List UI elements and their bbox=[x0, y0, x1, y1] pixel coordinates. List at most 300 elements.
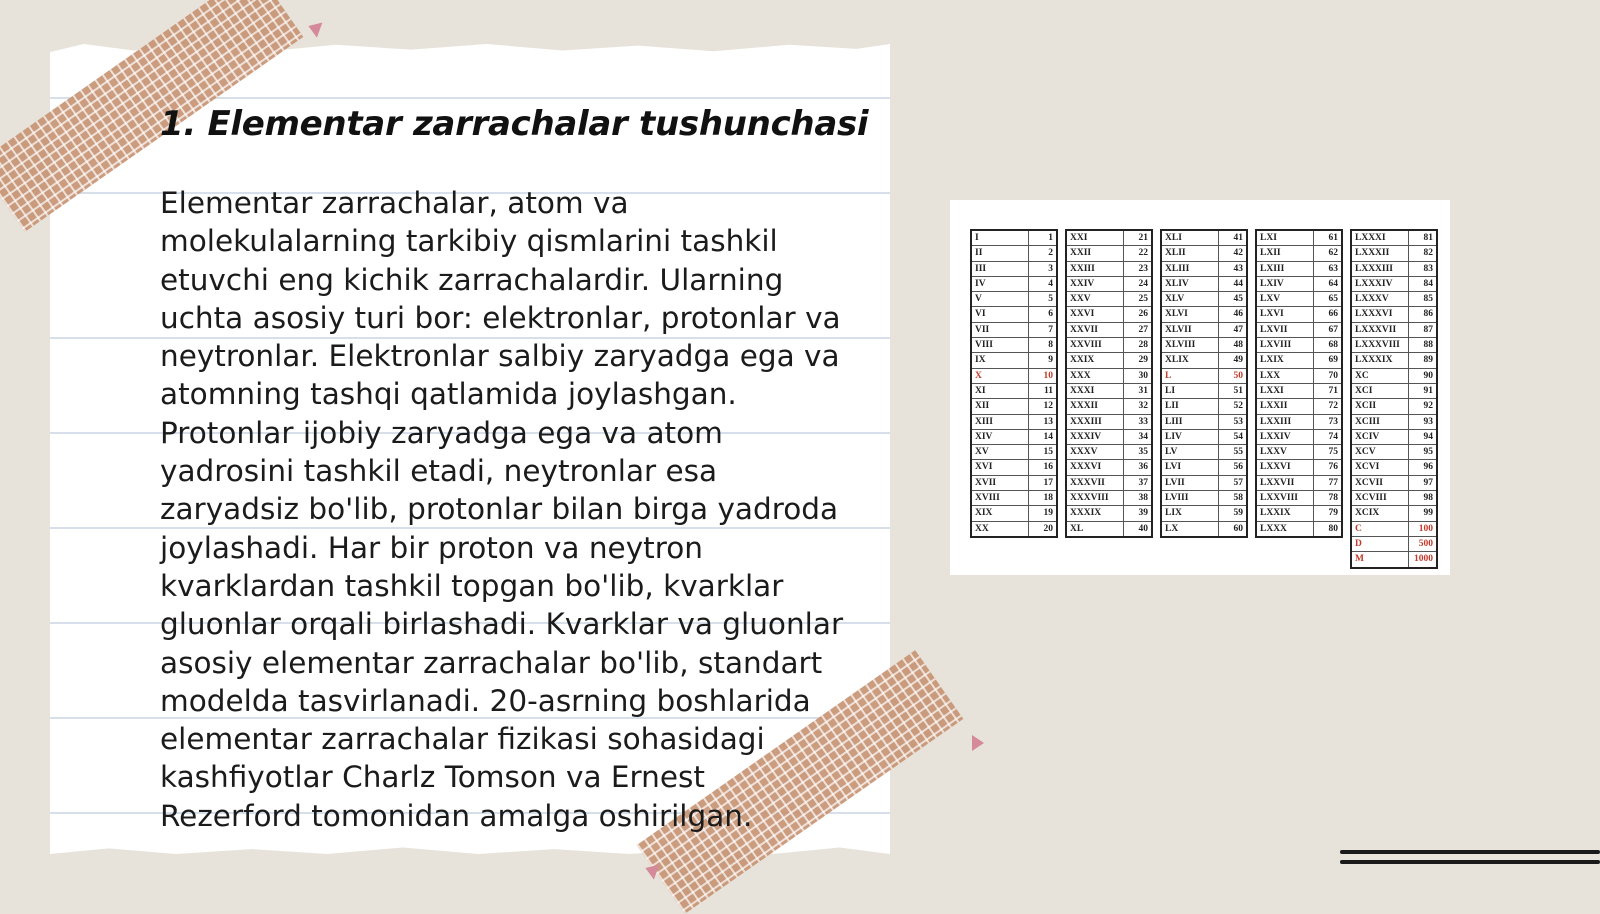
roman-numeral-cell: LXIX bbox=[1257, 353, 1314, 367]
roman-table-row bbox=[972, 506, 1056, 521]
arabic-number-cell: 37 bbox=[1138, 477, 1148, 488]
arabic-number-cell: 74 bbox=[1328, 431, 1338, 442]
roman-numeral-cell: VII bbox=[972, 323, 1029, 337]
roman-numeral-cell: XCIV bbox=[1352, 430, 1409, 444]
roman-numeral-cell: XXXVII bbox=[1067, 476, 1124, 490]
roman-table-row bbox=[1257, 353, 1341, 368]
roman-table-row bbox=[1162, 399, 1246, 414]
roman-numeral-cell: XI bbox=[972, 384, 1029, 398]
roman-numeral-cell: LXXXII bbox=[1352, 246, 1409, 260]
roman-numeral-cell: LXII bbox=[1257, 246, 1314, 260]
roman-numeral-cell: LII bbox=[1162, 399, 1219, 413]
roman-table-row bbox=[1257, 277, 1341, 292]
roman-table-row bbox=[1257, 399, 1341, 414]
roman-table-row bbox=[1257, 231, 1341, 246]
decorative-brush-stripes bbox=[1340, 850, 1600, 870]
roman-table-row bbox=[1067, 323, 1151, 338]
arabic-number-cell: 85 bbox=[1423, 294, 1433, 305]
roman-numeral-cell: XLIX bbox=[1162, 353, 1219, 367]
roman-numeral-cell: XCVIII bbox=[1352, 491, 1409, 505]
arabic-number-cell: 1000 bbox=[1414, 554, 1433, 565]
roman-table-row bbox=[972, 491, 1056, 506]
roman-numeral-cell: XXXVI bbox=[1067, 460, 1124, 474]
roman-numeral-cell: LXXIII bbox=[1257, 415, 1314, 429]
roman-table-row bbox=[1162, 506, 1246, 521]
arabic-number-cell: 98 bbox=[1423, 493, 1433, 504]
arabic-number-cell: 34 bbox=[1138, 431, 1148, 442]
roman-numeral-cell: LXXI bbox=[1257, 384, 1314, 398]
arabic-number-cell: 67 bbox=[1328, 324, 1338, 335]
roman-numeral-cell: LXXX bbox=[1257, 522, 1314, 536]
roman-table-row bbox=[972, 353, 1056, 368]
arabic-number-cell: 41 bbox=[1233, 233, 1243, 243]
arabic-number-cell: 16 bbox=[1043, 462, 1053, 473]
roman-numeral-cell: XIII bbox=[972, 415, 1029, 429]
roman-table-row bbox=[1162, 353, 1246, 368]
arabic-number-cell: 29 bbox=[1138, 355, 1148, 366]
roman-numeral-cell: LXXII bbox=[1257, 399, 1314, 413]
roman-numeral-cell: XXVIII bbox=[1067, 338, 1124, 352]
roman-table-row bbox=[1162, 262, 1246, 277]
roman-numeral-cell: XXVII bbox=[1067, 323, 1124, 337]
roman-numeral-cell: IX bbox=[972, 353, 1029, 367]
arabic-number-cell: 50 bbox=[1233, 370, 1243, 381]
roman-table-row bbox=[1352, 292, 1436, 307]
roman-numeral-cell: XVIII bbox=[972, 491, 1029, 505]
roman-numeral-cell: LXXXVII bbox=[1352, 323, 1409, 337]
arabic-number-cell: 76 bbox=[1328, 462, 1338, 473]
roman-table-row bbox=[1352, 262, 1436, 277]
roman-table-row bbox=[1067, 445, 1151, 460]
roman-table-row bbox=[1352, 537, 1436, 552]
tape-tip-decoration bbox=[306, 18, 323, 37]
roman-table-row bbox=[1067, 246, 1151, 261]
arabic-number-cell: 97 bbox=[1423, 477, 1433, 488]
roman-numeral-cell: LXV bbox=[1257, 292, 1314, 306]
roman-numeral-cell: XCVII bbox=[1352, 476, 1409, 490]
roman-table-row bbox=[1352, 460, 1436, 475]
arabic-number-cell: 68 bbox=[1328, 340, 1338, 351]
roman-table-row bbox=[1257, 415, 1341, 430]
arabic-number-cell: 73 bbox=[1328, 416, 1338, 427]
roman-numeral-cell: XLIII bbox=[1162, 262, 1219, 276]
roman-table-row bbox=[1352, 415, 1436, 430]
roman-table-row bbox=[1162, 246, 1246, 261]
roman-table-column-1 bbox=[970, 229, 1058, 538]
roman-table-row bbox=[1257, 460, 1341, 475]
roman-numeral-cell: LXXXIII bbox=[1352, 262, 1409, 276]
roman-numeral-cell: LXVII bbox=[1257, 323, 1314, 337]
roman-table-row bbox=[1257, 292, 1341, 307]
roman-numeral-cell: X bbox=[972, 369, 1029, 383]
arabic-number-cell: 83 bbox=[1423, 263, 1433, 274]
arabic-number-cell: 48 bbox=[1233, 340, 1243, 351]
roman-numeral-cell: LXIII bbox=[1257, 262, 1314, 276]
arabic-number-cell: 63 bbox=[1328, 263, 1338, 274]
roman-numeral-cell: XLVIII bbox=[1162, 338, 1219, 352]
arabic-number-cell: 6 bbox=[1048, 309, 1053, 320]
arabic-number-cell: 13 bbox=[1043, 416, 1053, 427]
roman-numeral-cell: XXVI bbox=[1067, 307, 1124, 321]
roman-table-row bbox=[1162, 323, 1246, 338]
roman-numeral-cell: LXVIII bbox=[1257, 338, 1314, 352]
roman-table-row bbox=[1162, 292, 1246, 307]
arabic-number-cell: 24 bbox=[1138, 278, 1148, 289]
roman-table-row bbox=[1067, 262, 1151, 277]
arabic-number-cell: 7 bbox=[1048, 324, 1053, 335]
roman-numeral-cell: LIII bbox=[1162, 415, 1219, 429]
roman-numeral-cell: XXX bbox=[1067, 369, 1124, 383]
roman-numeral-cell: LX bbox=[1162, 522, 1219, 536]
arabic-number-cell: 47 bbox=[1233, 324, 1243, 335]
arabic-number-cell: 5 bbox=[1048, 294, 1053, 305]
arabic-number-cell: 75 bbox=[1328, 447, 1338, 458]
roman-table-row bbox=[1352, 277, 1436, 292]
roman-numerals-table-image bbox=[950, 200, 1450, 575]
roman-numeral-cell: LXXXVI bbox=[1352, 307, 1409, 321]
roman-numeral-cell: II bbox=[972, 246, 1029, 260]
arabic-number-cell: 49 bbox=[1233, 355, 1243, 366]
arabic-number-cell: 62 bbox=[1328, 248, 1338, 259]
arabic-number-cell: 66 bbox=[1328, 309, 1338, 320]
roman-numeral-cell: XXV bbox=[1067, 292, 1124, 306]
roman-numeral-cell: LV bbox=[1162, 445, 1219, 459]
arabic-number-cell: 28 bbox=[1138, 340, 1148, 351]
arabic-number-cell: 46 bbox=[1233, 309, 1243, 320]
arabic-number-cell: 87 bbox=[1423, 324, 1433, 335]
arabic-number-cell: 1 bbox=[1048, 233, 1053, 243]
roman-table-row bbox=[1162, 384, 1246, 399]
roman-table-row bbox=[972, 262, 1056, 277]
arabic-number-cell: 52 bbox=[1233, 401, 1243, 412]
roman-table-row bbox=[1162, 476, 1246, 491]
roman-table-row bbox=[1352, 399, 1436, 414]
arabic-number-cell: 54 bbox=[1233, 431, 1243, 442]
arabic-number-cell: 69 bbox=[1328, 355, 1338, 366]
arabic-number-cell: 19 bbox=[1043, 508, 1053, 519]
roman-table-row bbox=[972, 231, 1056, 246]
arabic-number-cell: 12 bbox=[1043, 401, 1053, 412]
roman-table-row bbox=[1067, 522, 1151, 536]
roman-table-row bbox=[1162, 277, 1246, 292]
roman-table-row bbox=[1352, 384, 1436, 399]
roman-table-row bbox=[1067, 307, 1151, 322]
roman-table-row bbox=[1257, 430, 1341, 445]
arabic-number-cell: 51 bbox=[1233, 385, 1243, 396]
arabic-number-cell: 18 bbox=[1043, 493, 1053, 504]
arabic-number-cell: 81 bbox=[1423, 233, 1433, 243]
roman-table-row bbox=[1257, 307, 1341, 322]
arabic-number-cell: 60 bbox=[1233, 523, 1243, 534]
roman-table-row bbox=[1162, 460, 1246, 475]
arabic-number-cell: 42 bbox=[1233, 248, 1243, 259]
arabic-number-cell: 80 bbox=[1328, 523, 1338, 534]
roman-table-row bbox=[1162, 231, 1246, 246]
arabic-number-cell: 31 bbox=[1138, 385, 1148, 396]
roman-numeral-cell: LXXIV bbox=[1257, 430, 1314, 444]
roman-numeral-cell: XV bbox=[972, 445, 1029, 459]
arabic-number-cell: 89 bbox=[1423, 355, 1433, 366]
roman-numeral-cell: XXIII bbox=[1067, 262, 1124, 276]
roman-numeral-cell: LVII bbox=[1162, 476, 1219, 490]
roman-numeral-cell: LXXV bbox=[1257, 445, 1314, 459]
arabic-number-cell: 8 bbox=[1048, 340, 1053, 351]
arabic-number-cell: 39 bbox=[1138, 508, 1148, 519]
arabic-number-cell: 64 bbox=[1328, 278, 1338, 289]
roman-numeral-cell: XCVI bbox=[1352, 460, 1409, 474]
arabic-number-cell: 20 bbox=[1043, 523, 1053, 534]
roman-table-row bbox=[1067, 491, 1151, 506]
roman-table-row bbox=[1067, 399, 1151, 414]
roman-numeral-cell: XXXVIII bbox=[1067, 491, 1124, 505]
arabic-number-cell: 57 bbox=[1233, 477, 1243, 488]
roman-numeral-cell: XXII bbox=[1067, 246, 1124, 260]
arabic-number-cell: 10 bbox=[1043, 370, 1053, 381]
arabic-number-cell: 94 bbox=[1423, 431, 1433, 442]
roman-table-row bbox=[1352, 522, 1436, 537]
roman-numeral-cell: LI bbox=[1162, 384, 1219, 398]
roman-table-row bbox=[1162, 307, 1246, 322]
arabic-number-cell: 40 bbox=[1138, 523, 1148, 534]
slide-body-text: Elementar zarrachalar, atom va molekulalarning tarkibiy qismlarini tashkil etuvchi eng kichik zarrachalardir. Ularning uchta asosiy turi bor: elektronlar, protonlar va neytronlar. Elektronlar salbiy zaryadga ega va atomning tashqi qatlamida joylashgan. Protonlar ijobiy zaryadga ega va atom yadrosini tashkil etadi, neytronlar esa zaryadsiz bo'lib, protonlar bilan birga yadroda joylashadi. Har bir proton va neytron kvarklardan tashkil topgan bo'lib, kvarklar gluonlar orqali birlashadi. Kvarklar va gluonlar asosiy elementar zarrachalar bo'lib, standart modelda tasvirlanadi. 20-asrning boshlarida elementar zarrachalar fizikasi sohasidagi kashfiyotlar Charlz Tomson va Ernest Rezerford tomonidan amalga oshirilgan. bbox=[160, 186, 844, 833]
arabic-number-cell: 91 bbox=[1423, 385, 1433, 396]
arabic-number-cell: 43 bbox=[1233, 263, 1243, 274]
arabic-number-cell: 84 bbox=[1423, 278, 1433, 289]
roman-numeral-cell: VIII bbox=[972, 338, 1029, 352]
roman-table-row bbox=[972, 323, 1056, 338]
arabic-number-cell: 59 bbox=[1233, 508, 1243, 519]
roman-numeral-cell: LXIV bbox=[1257, 277, 1314, 291]
roman-table-row bbox=[1067, 277, 1151, 292]
roman-numeral-cell: XXXI bbox=[1067, 384, 1124, 398]
roman-numeral-cell: XL bbox=[1067, 522, 1124, 536]
slide-title: 1. Elementar zarrachalar tushunchasi bbox=[160, 104, 869, 144]
arabic-number-cell: 32 bbox=[1138, 401, 1148, 412]
roman-table-row bbox=[1067, 338, 1151, 353]
roman-table-column-2 bbox=[1065, 229, 1153, 538]
arabic-number-cell: 4 bbox=[1048, 278, 1053, 289]
arabic-number-cell: 99 bbox=[1423, 508, 1433, 519]
roman-numeral-cell: XIX bbox=[972, 506, 1029, 520]
roman-table-row bbox=[972, 384, 1056, 399]
arabic-number-cell: 53 bbox=[1233, 416, 1243, 427]
roman-table-row bbox=[1257, 491, 1341, 506]
roman-numeral-cell: I bbox=[972, 231, 1029, 245]
roman-table-row bbox=[1352, 353, 1436, 368]
roman-table-row bbox=[972, 307, 1056, 322]
arabic-number-cell: 71 bbox=[1328, 385, 1338, 396]
roman-numeral-cell: LXVI bbox=[1257, 307, 1314, 321]
roman-numeral-cell: XCI bbox=[1352, 384, 1409, 398]
arabic-number-cell: 25 bbox=[1138, 294, 1148, 305]
arabic-number-cell: 58 bbox=[1233, 493, 1243, 504]
arabic-number-cell: 500 bbox=[1418, 538, 1433, 549]
arabic-number-cell: 3 bbox=[1048, 263, 1053, 274]
roman-table-row bbox=[972, 460, 1056, 475]
roman-numeral-cell: XXXII bbox=[1067, 399, 1124, 413]
roman-table-row bbox=[1352, 338, 1436, 353]
arabic-number-cell: 79 bbox=[1328, 508, 1338, 519]
roman-numeral-cell: LIX bbox=[1162, 506, 1219, 520]
arabic-number-cell: 45 bbox=[1233, 294, 1243, 305]
arabic-number-cell: 26 bbox=[1138, 309, 1148, 320]
roman-table-row bbox=[1067, 231, 1151, 246]
roman-table-row bbox=[1067, 292, 1151, 307]
arabic-number-cell: 44 bbox=[1233, 278, 1243, 289]
arabic-number-cell: 2 bbox=[1048, 248, 1053, 259]
roman-table-row bbox=[1162, 445, 1246, 460]
roman-table-row bbox=[1352, 552, 1436, 566]
roman-numeral-cell: XXXIII bbox=[1067, 415, 1124, 429]
roman-table-row bbox=[1257, 522, 1341, 536]
arabic-number-cell: 36 bbox=[1138, 462, 1148, 473]
arabic-number-cell: 17 bbox=[1043, 477, 1053, 488]
roman-numeral-cell: LXXXI bbox=[1352, 231, 1409, 245]
roman-numeral-cell: XLVII bbox=[1162, 323, 1219, 337]
roman-numeral-cell: LXXXVIII bbox=[1352, 338, 1409, 352]
roman-numeral-cell: III bbox=[972, 262, 1029, 276]
roman-numeral-cell: VI bbox=[972, 307, 1029, 321]
roman-table-row bbox=[1257, 246, 1341, 261]
roman-numeral-cell: XXIX bbox=[1067, 353, 1124, 367]
roman-numeral-cell: XLVI bbox=[1162, 307, 1219, 321]
roman-table-row bbox=[1352, 323, 1436, 338]
roman-table-row bbox=[972, 445, 1056, 460]
roman-table-row bbox=[1067, 430, 1151, 445]
roman-numeral-cell: LXXIX bbox=[1257, 506, 1314, 520]
roman-table-row bbox=[1257, 323, 1341, 338]
arabic-number-cell: 30 bbox=[1138, 370, 1148, 381]
tape-tip-decoration bbox=[643, 860, 660, 879]
roman-table-column-4 bbox=[1255, 229, 1343, 538]
arabic-number-cell: 14 bbox=[1043, 431, 1053, 442]
roman-numeral-cell: LXX bbox=[1257, 369, 1314, 383]
roman-numeral-cell: LXXVII bbox=[1257, 476, 1314, 490]
roman-table-row bbox=[1257, 369, 1341, 384]
roman-table-row bbox=[972, 338, 1056, 353]
roman-table-row bbox=[972, 277, 1056, 292]
roman-numeral-cell: LVIII bbox=[1162, 491, 1219, 505]
arabic-number-cell: 33 bbox=[1138, 416, 1148, 427]
roman-table-row bbox=[1352, 476, 1436, 491]
roman-table-row bbox=[1352, 445, 1436, 460]
arabic-number-cell: 21 bbox=[1138, 233, 1148, 243]
arabic-number-cell: 72 bbox=[1328, 401, 1338, 412]
arabic-number-cell: 55 bbox=[1233, 447, 1243, 458]
roman-table-row bbox=[1162, 430, 1246, 445]
roman-table-row bbox=[1352, 430, 1436, 445]
roman-numeral-cell: XXXV bbox=[1067, 445, 1124, 459]
roman-numeral-cell: XLI bbox=[1162, 231, 1219, 245]
roman-numeral-cell: XVII bbox=[972, 476, 1029, 490]
roman-numeral-cell: XCII bbox=[1352, 399, 1409, 413]
roman-table-row bbox=[1257, 384, 1341, 399]
roman-numeral-cell: LXI bbox=[1257, 231, 1314, 245]
roman-table-row bbox=[1067, 353, 1151, 368]
roman-table-row bbox=[1352, 246, 1436, 261]
roman-table-row bbox=[972, 246, 1056, 261]
roman-numeral-cell: LIV bbox=[1162, 430, 1219, 444]
roman-table-row bbox=[1067, 506, 1151, 521]
roman-numeral-cell: XCIX bbox=[1352, 506, 1409, 520]
roman-table-row bbox=[1162, 338, 1246, 353]
roman-table-row bbox=[1257, 262, 1341, 277]
roman-numeral-cell: XIV bbox=[972, 430, 1029, 444]
arabic-number-cell: 77 bbox=[1328, 477, 1338, 488]
roman-table-column-3 bbox=[1160, 229, 1248, 538]
arabic-number-cell: 96 bbox=[1423, 462, 1433, 473]
roman-numeral-cell: XLII bbox=[1162, 246, 1219, 260]
roman-numeral-cell: IV bbox=[972, 277, 1029, 291]
arabic-number-cell: 56 bbox=[1233, 462, 1243, 473]
roman-numeral-cell: XXXIV bbox=[1067, 430, 1124, 444]
stripe bbox=[1340, 850, 1600, 854]
roman-table-row bbox=[1352, 491, 1436, 506]
roman-numeral-cell: LXXVI bbox=[1257, 460, 1314, 474]
arabic-number-cell: 93 bbox=[1423, 416, 1433, 427]
roman-table-row bbox=[1352, 369, 1436, 384]
roman-table-row bbox=[1162, 522, 1246, 536]
roman-table-row bbox=[972, 292, 1056, 307]
roman-table-row bbox=[1257, 476, 1341, 491]
roman-table-row bbox=[1162, 369, 1246, 384]
arabic-number-cell: 88 bbox=[1423, 340, 1433, 351]
arabic-number-cell: 86 bbox=[1423, 309, 1433, 320]
arabic-number-cell: 11 bbox=[1044, 385, 1053, 396]
roman-table-row bbox=[1257, 506, 1341, 521]
roman-numeral-cell: XVI bbox=[972, 460, 1029, 474]
tape-tip-decoration bbox=[972, 735, 984, 751]
arabic-number-cell: 61 bbox=[1328, 233, 1338, 243]
roman-numeral-cell: XX bbox=[972, 522, 1029, 536]
roman-table-row bbox=[1067, 369, 1151, 384]
roman-numeral-cell: XXI bbox=[1067, 231, 1124, 245]
roman-numeral-cell: M bbox=[1352, 552, 1409, 566]
roman-table-row bbox=[1067, 460, 1151, 475]
arabic-number-cell: 35 bbox=[1138, 447, 1148, 458]
roman-numeral-cell: XLIV bbox=[1162, 277, 1219, 291]
arabic-number-cell: 22 bbox=[1138, 248, 1148, 259]
roman-numeral-cell: LXXVIII bbox=[1257, 491, 1314, 505]
roman-numeral-cell: LXXXIX bbox=[1352, 353, 1409, 367]
roman-numeral-cell: XII bbox=[972, 399, 1029, 413]
roman-table-row bbox=[972, 430, 1056, 445]
roman-table-row bbox=[972, 522, 1056, 536]
roman-table-row bbox=[972, 369, 1056, 384]
roman-table-row bbox=[1162, 415, 1246, 430]
roman-numeral-cell: XCV bbox=[1352, 445, 1409, 459]
roman-table-row bbox=[1352, 231, 1436, 246]
arabic-number-cell: 92 bbox=[1423, 401, 1433, 412]
arabic-number-cell: 70 bbox=[1328, 370, 1338, 381]
roman-numeral-cell: XXXIX bbox=[1067, 506, 1124, 520]
arabic-number-cell: 100 bbox=[1418, 523, 1433, 534]
roman-numeral-cell: L bbox=[1162, 369, 1219, 383]
roman-numeral-cell: XCIII bbox=[1352, 415, 1409, 429]
roman-table-row bbox=[1352, 506, 1436, 521]
roman-table-column-5 bbox=[1350, 229, 1438, 569]
roman-table-row bbox=[1257, 338, 1341, 353]
arabic-number-cell: 15 bbox=[1043, 447, 1053, 458]
roman-table-row bbox=[972, 399, 1056, 414]
arabic-number-cell: 95 bbox=[1423, 447, 1433, 458]
roman-numeral-cell: LXXXV bbox=[1352, 292, 1409, 306]
roman-numeral-cell: LXXXIV bbox=[1352, 277, 1409, 291]
arabic-number-cell: 27 bbox=[1138, 324, 1148, 335]
arabic-number-cell: 65 bbox=[1328, 294, 1338, 305]
roman-numeral-cell: V bbox=[972, 292, 1029, 306]
roman-numeral-cell: C bbox=[1352, 522, 1409, 536]
